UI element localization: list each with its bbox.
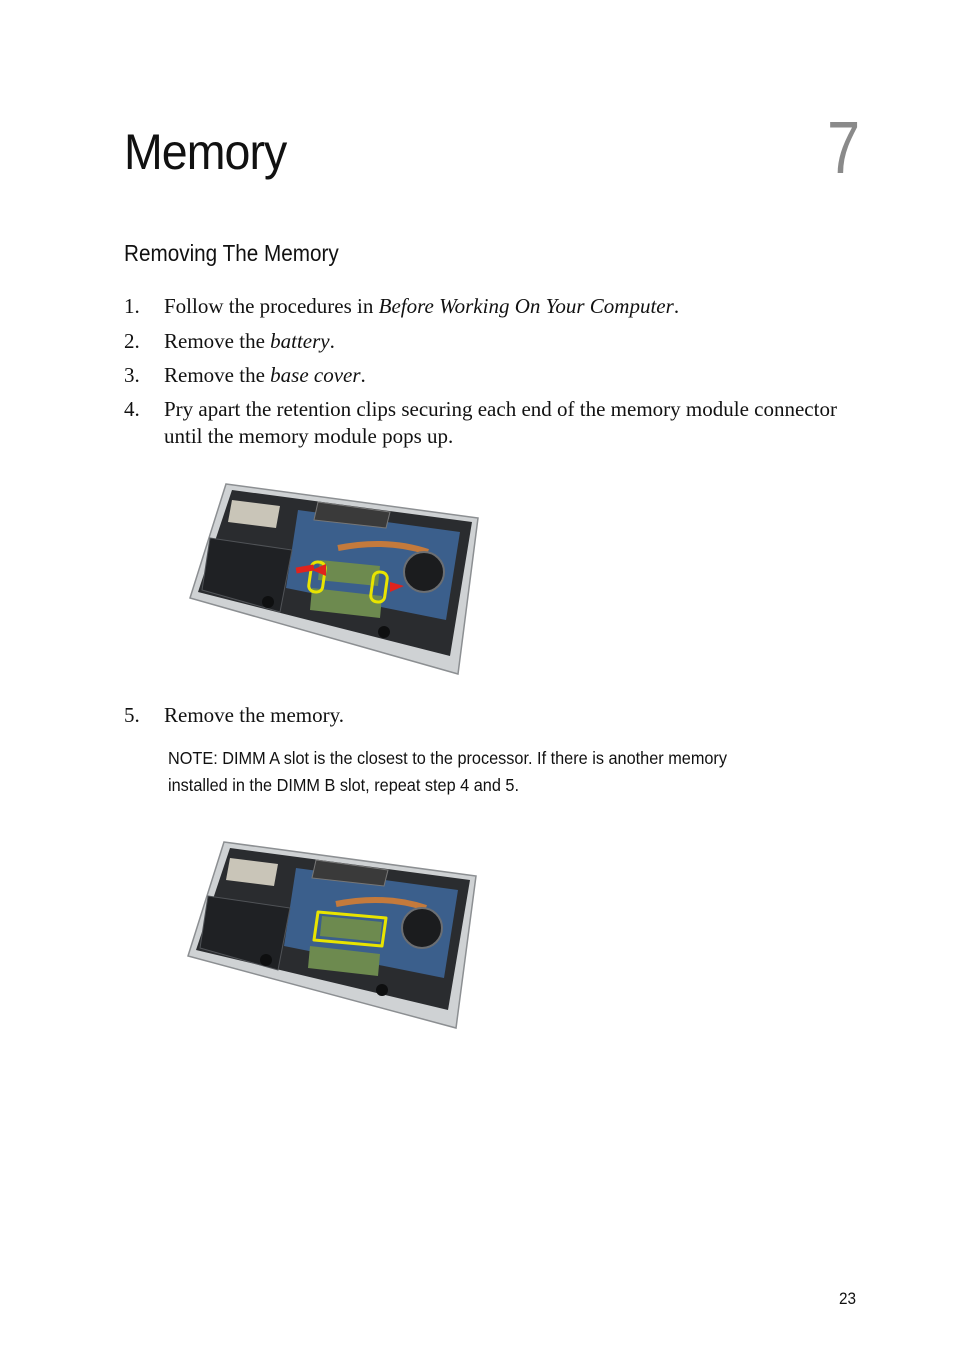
step-number: 3. [124, 363, 140, 387]
step-number: 5. [124, 703, 140, 727]
step-link-text: base cover [270, 363, 361, 387]
chapter-title: Memory [124, 124, 287, 180]
step-number: 1. [124, 294, 140, 318]
step-text-end: . [673, 294, 680, 318]
step-text [164, 362, 844, 389]
note-label: NOTE: [168, 748, 218, 768]
step-text: Remove the memory. [164, 703, 345, 727]
step-text-end: . [360, 363, 366, 387]
step-number: 4. [124, 397, 140, 421]
page-number: 23 [838, 1289, 856, 1308]
step-text [164, 328, 844, 355]
step-number: 2. [124, 329, 140, 353]
step-text-end: . [329, 329, 335, 353]
memory-module-photo [186, 838, 478, 1030]
step-text-plain: Follow the procedures in [164, 294, 379, 318]
memory-clips-photo [188, 480, 480, 676]
section-heading: Removing The Memory [124, 240, 339, 266]
note [168, 745, 782, 799]
chapter-number: 7 [827, 106, 860, 189]
note-text: DIMM A slot is the closest to the processor. If there is another memory installed in the DIMM B slot, repeat step 4 and 5. [168, 748, 728, 795]
step-text: Pry apart the retention clips securing each end of the memory module connector until the memory module pops up. [164, 397, 837, 448]
step-link-text: battery [270, 329, 330, 353]
step-text-plain: Remove the [164, 363, 271, 387]
step-link-text: Before Working On Your Computer [378, 294, 674, 318]
step-text [164, 293, 844, 320]
step-text-plain: Remove the [164, 329, 271, 353]
